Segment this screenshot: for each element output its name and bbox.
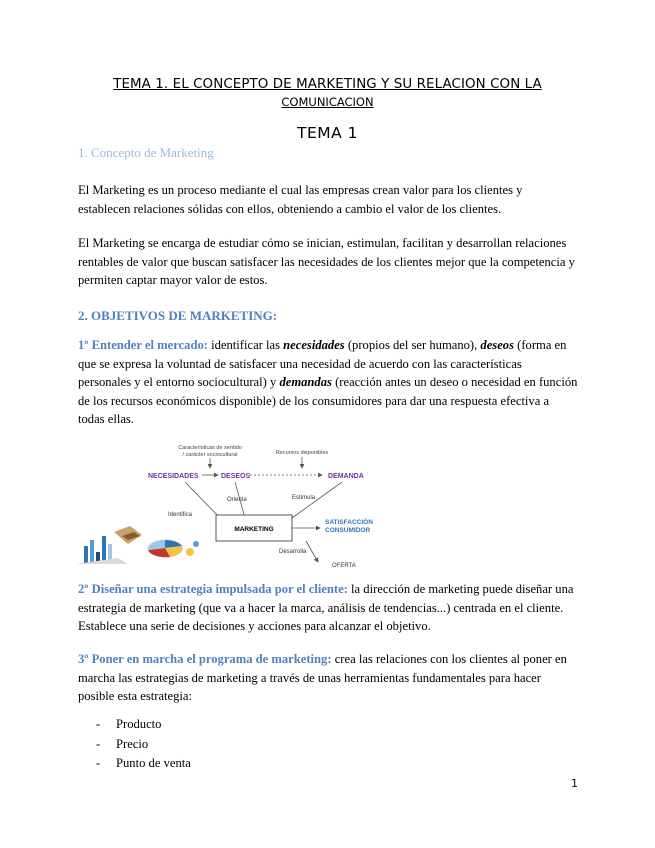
- paragraph-definition: El Marketing es un proceso mediante el cual las empresas crean valor para los clientes y establecen relaciones sólidas con ellos, obteniendo a cambio el valor de los clientes.: [78, 183, 523, 216]
- diagram-demanda: DEMANDA: [328, 473, 364, 480]
- objective-1-text: (forma en que se expresa la voluntad de satisfacer una necesidad de acuerdo con las características personales y el entorno sociocultural) y: [78, 338, 567, 389]
- diagram-estimula: Estimula: [292, 495, 316, 501]
- objective-1: [78, 336, 578, 429]
- term-deseos: deseos: [480, 338, 514, 352]
- diagram-satisfaccion: SATISFACCIÓN: [325, 519, 373, 526]
- objective-2-lead: 2º Diseñar una estrategia impulsada por el cliente:: [78, 582, 348, 596]
- diagram-identifica: Identifica: [168, 512, 193, 518]
- objective-2: [78, 580, 578, 636]
- diagram-note-left-2: / carácter sociocultural: [182, 452, 238, 458]
- paragraph-scope: El Marketing se encarga de estudiar cómo se inician, estimulan, facilitan y desarrollan relaciones rentables de valor que buscan satisfacer las necesidades de los clientes mejor que la competencia y permiten captar mayor valor de estos.: [78, 236, 575, 287]
- diagram-marketing: MARKETING: [234, 526, 274, 533]
- list-dash: -: [96, 756, 101, 770]
- list-item-label: Precio: [116, 736, 149, 751]
- list-item-label: Punto de venta: [116, 756, 191, 770]
- page-number: 1: [571, 777, 578, 790]
- business-chart-image: [76, 526, 199, 564]
- marketing-diagram: [70, 440, 400, 570]
- tools-list: [96, 715, 191, 774]
- objective-2-text: la dirección de marketing puede diseñar una estrategia de marketing (que va a hacer la marca, análisis de tendencias...) centrada en el cliente. Establece una serie de decisiones y acciones para alcanzar el objetivo.: [78, 582, 574, 633]
- diagram-consumidor: CONSUMIDOR: [325, 527, 371, 534]
- list-dash: -: [96, 736, 101, 751]
- tema-heading: TEMA 1: [296, 124, 359, 142]
- objective-3-text: crea las relaciones con los clientes al poner en marcha las estrategias de marketing a través de unas herramientas fundamentales para hacer posible esta estrategia:: [78, 652, 567, 703]
- section1-heading: 1. Concepto de Marketing: [78, 145, 214, 160]
- objective-1-text: identificar las: [207, 338, 284, 352]
- document-title: TEMA 1. EL CONCEPTO DE MARKETING Y SU RELACION CON LA: [113, 77, 542, 92]
- list-item-label: Producto: [116, 717, 162, 731]
- diagram-connector: [306, 541, 318, 562]
- objective-3-lead: 3º Poner en marcha el programa de marketing:: [78, 652, 332, 666]
- document-title-continuation: COMUNICACION: [281, 95, 374, 109]
- term-necesidades: necesidades: [283, 338, 345, 352]
- objective-3: [78, 650, 578, 706]
- term-demandas: demandas: [279, 375, 332, 389]
- diagram-oferta: OFERTA: [332, 563, 356, 569]
- diagram-orienta: Orienta: [227, 497, 247, 503]
- diagram-deseos: DESEOS: [221, 473, 251, 480]
- diagram-desarrolla: Desarrolla: [279, 549, 307, 555]
- list-dash: -: [96, 717, 101, 731]
- list-item: [96, 754, 191, 774]
- section2-heading: 2. OBJETIVOS DE MARKETING:: [78, 308, 278, 323]
- diagram-necesidades: NECESIDADES: [148, 473, 199, 480]
- diagram-note-right: Recursos disponibles: [275, 450, 329, 456]
- list-item: [96, 715, 191, 735]
- diagram-note-left: Características de sentido: [178, 445, 242, 451]
- objective-1-text: (propios del ser humano),: [344, 338, 481, 352]
- objective-1-text: (reacción antes un deseo o necesidad en función de los recursos económicos disponible) de los consumidores para dar una respuesta efectiva a todas ellas.: [78, 375, 578, 426]
- objective-1-lead: 1º Entender el mercado:: [78, 338, 208, 352]
- list-item: [96, 735, 191, 755]
